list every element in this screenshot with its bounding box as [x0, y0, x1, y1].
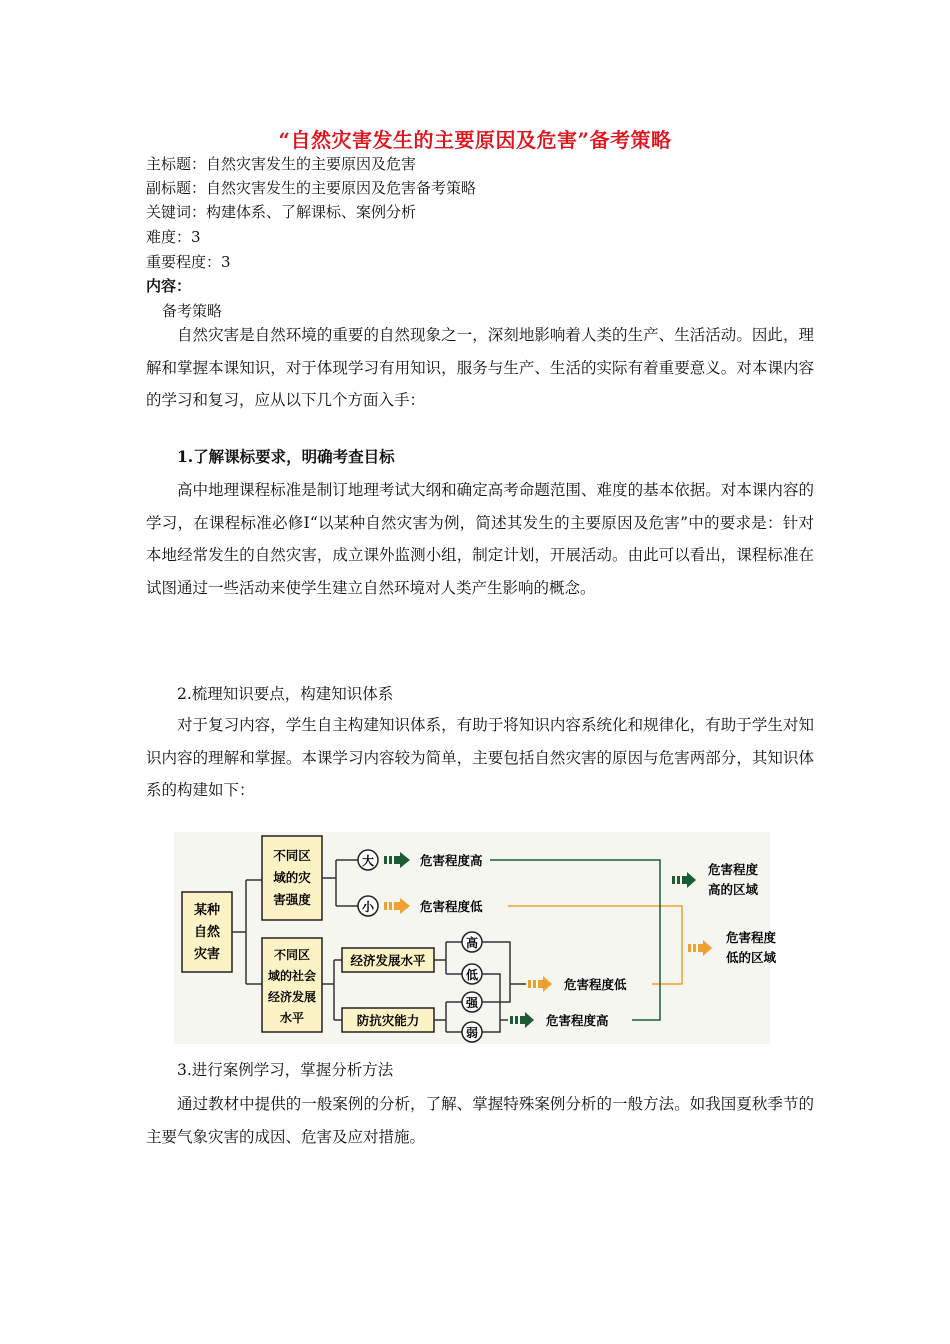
econ-label: 经济发展水平 — [350, 953, 426, 968]
sub-title-line: 副标题：自然灾害发生的主要原因及危害备考策略 — [146, 179, 477, 197]
c-weak-label: 弱 — [465, 1026, 479, 1040]
defense-label: 防抗灾能力 — [356, 1013, 420, 1028]
paragraph-1: 高中地理课程标准是制订地理考试大纲和确定高考命题范围、难度的基本依据。对本课内容的学习，在课程标准必修Ⅰ“以某种自然灾害为例，简述其发生的主要原因及危害”中的要求是：针对本地经常发生的自然灾害，成立课外监测小组，制定计划，开展活动。由此可以看出，课程标准在试图通过一些活动来使学生建立自然环境对人类产生影响的概念。 — [146, 481, 814, 597]
paragraph-2: 对于复习内容，学生自主构建知识体系，有助于将知识内容系统化和规律化，有助于学生对知识内容的理解和掌握。本课学习内容较为简单，主要包括自然灾害的原因与危害两部分，其知识体系的构建如下： — [146, 716, 814, 799]
c-high-label: 高 — [465, 936, 479, 950]
harm-low-label: 危害程度低 — [420, 899, 483, 914]
c-strong-label: 强 — [465, 996, 479, 1010]
branch-b-line-1: 不同区 — [273, 948, 311, 962]
harm-high-label: 危害程度高 — [420, 853, 483, 868]
heading-2: 2.梳理知识要点，构建知识体系 — [177, 685, 394, 703]
c-low-label: 低 — [465, 968, 479, 982]
root-line-1: 某种 — [193, 903, 221, 918]
big-label: 大 — [361, 854, 375, 868]
root-line-2: 自然 — [193, 925, 221, 940]
branch-a-line-1: 不同区 — [273, 848, 311, 863]
region-high-line-1: 危害程度 — [708, 862, 759, 877]
branch-a-line-2: 域的灾 — [273, 870, 311, 885]
section-label: 备考策略 — [162, 302, 223, 320]
branch-b-line-2: 域的社会 — [267, 969, 317, 983]
paragraph-3: 通过教材中提供的一般案例的分析，了解、掌握特殊案例分析的一般方法。如我国夏秋季节的主要气象灾害的成因、危害及应对措施。 — [146, 1095, 814, 1146]
region-low-line-2: 低的区域 — [726, 950, 777, 965]
knowledge-system-diagram — [174, 832, 777, 1044]
harm-low-2-label: 危害程度低 — [564, 977, 627, 992]
document-title: “自然灾害发生的主要原因及危害”备考策略 — [278, 128, 672, 152]
harm-high-2-label: 危害程度高 — [546, 1013, 609, 1028]
branch-b-line-4: 水平 — [279, 1011, 305, 1025]
small-label: 小 — [361, 900, 375, 914]
keywords-line: 关键词：构建体系、了解课标、案例分析 — [146, 203, 417, 221]
content-label: 内容： — [146, 277, 192, 295]
region-low-line-1: 危害程度 — [726, 930, 777, 945]
main-title-line: 主标题：自然灾害发生的主要原因及危害 — [146, 155, 417, 173]
importance-line: 重要程度：3 — [146, 253, 231, 271]
intro-paragraph: 自然灾害是自然环境的重要的自然现象之一，深刻地影响着人类的生产、生活活动。因此，理解和掌握本课知识，对于体现学习有用知识，服务与生产、生活的实际有着重要意义。对本课内容的学习和复习，应从以下几个方面入手： — [146, 326, 814, 409]
branch-a-line-3: 害强度 — [273, 892, 311, 907]
branch-b-line-3: 经济发展 — [267, 990, 317, 1004]
heading-1: 1.了解课标要求，明确考查目标 — [177, 447, 395, 466]
root-line-3: 灾害 — [193, 947, 221, 962]
difficulty-line: 难度：3 — [146, 228, 201, 246]
heading-3: 3.进行案例学习，掌握分析方法 — [177, 1061, 394, 1079]
region-high-line-2: 高的区域 — [708, 882, 759, 897]
